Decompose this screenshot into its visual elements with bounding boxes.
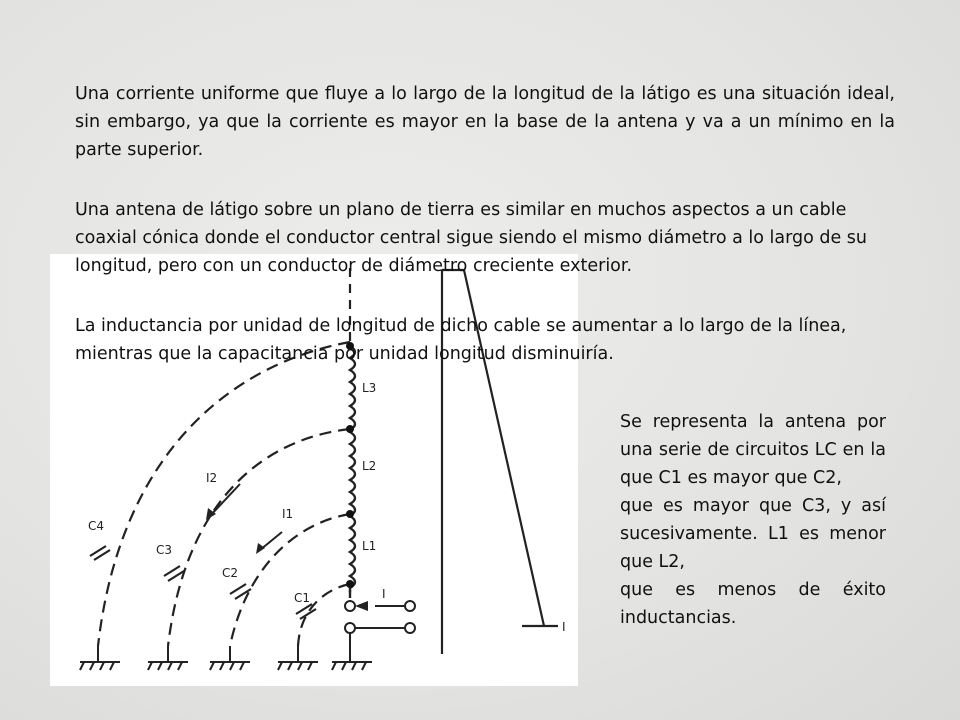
label-l3: L3: [362, 381, 377, 395]
paragraph-1: Una corriente uniforme que fluye a lo largo de la longitud de la látigo es una situación ideal, sin embargo, ya que la corriente es mayor en la base de la antena y va a un mínimo en la parte superior.: [75, 84, 895, 160]
side-text: [620, 408, 886, 632]
label-i2: I2: [206, 471, 218, 485]
ground-symbols: [80, 634, 372, 670]
field-arcs: [98, 342, 350, 646]
label-l1: L1: [362, 539, 377, 553]
paragraph-3: La inductancia por unidad de longitud de dicho cable se aumentar a lo largo de la línea, mientras que la capacitancia por unidad longitud disminuiría.: [75, 316, 847, 364]
current-arrows: [210, 484, 282, 550]
label-i-right: I: [562, 620, 566, 634]
inductor-coils: [350, 346, 355, 598]
label-c1: C1: [294, 591, 311, 605]
arc-c3: [168, 429, 350, 646]
label-c4: C4: [88, 519, 105, 533]
arc-c4: [98, 342, 350, 646]
capacitors: [90, 546, 316, 619]
side-text-line-1: Se representa la antena por una serie de circuitos LC en la que C1 es mayor que C2,: [620, 412, 886, 488]
coil-l2: [350, 432, 355, 516]
label-c2: C2: [222, 566, 239, 580]
label-i: I: [382, 587, 386, 601]
label-i1: I1: [282, 507, 294, 521]
side-text-line-2: que es mayor que C3, y así sucesivamente. L1 es menor que L2,: [620, 496, 886, 572]
arc-c2: [230, 514, 350, 646]
label-l2: L2: [362, 459, 377, 473]
label-c3: C3: [156, 543, 173, 557]
paragraph-2: Una antena de látigo sobre un plano de tierra es similar en muchos aspectos a un cable coaxial cónica donde el conductor central sigue siendo el mismo diámetro a lo largo de su longitud, pero con un conductor de diámetro creciente exterior.: [75, 200, 868, 276]
side-text-line-3: que es menos de éxito inductancias.: [620, 580, 886, 628]
